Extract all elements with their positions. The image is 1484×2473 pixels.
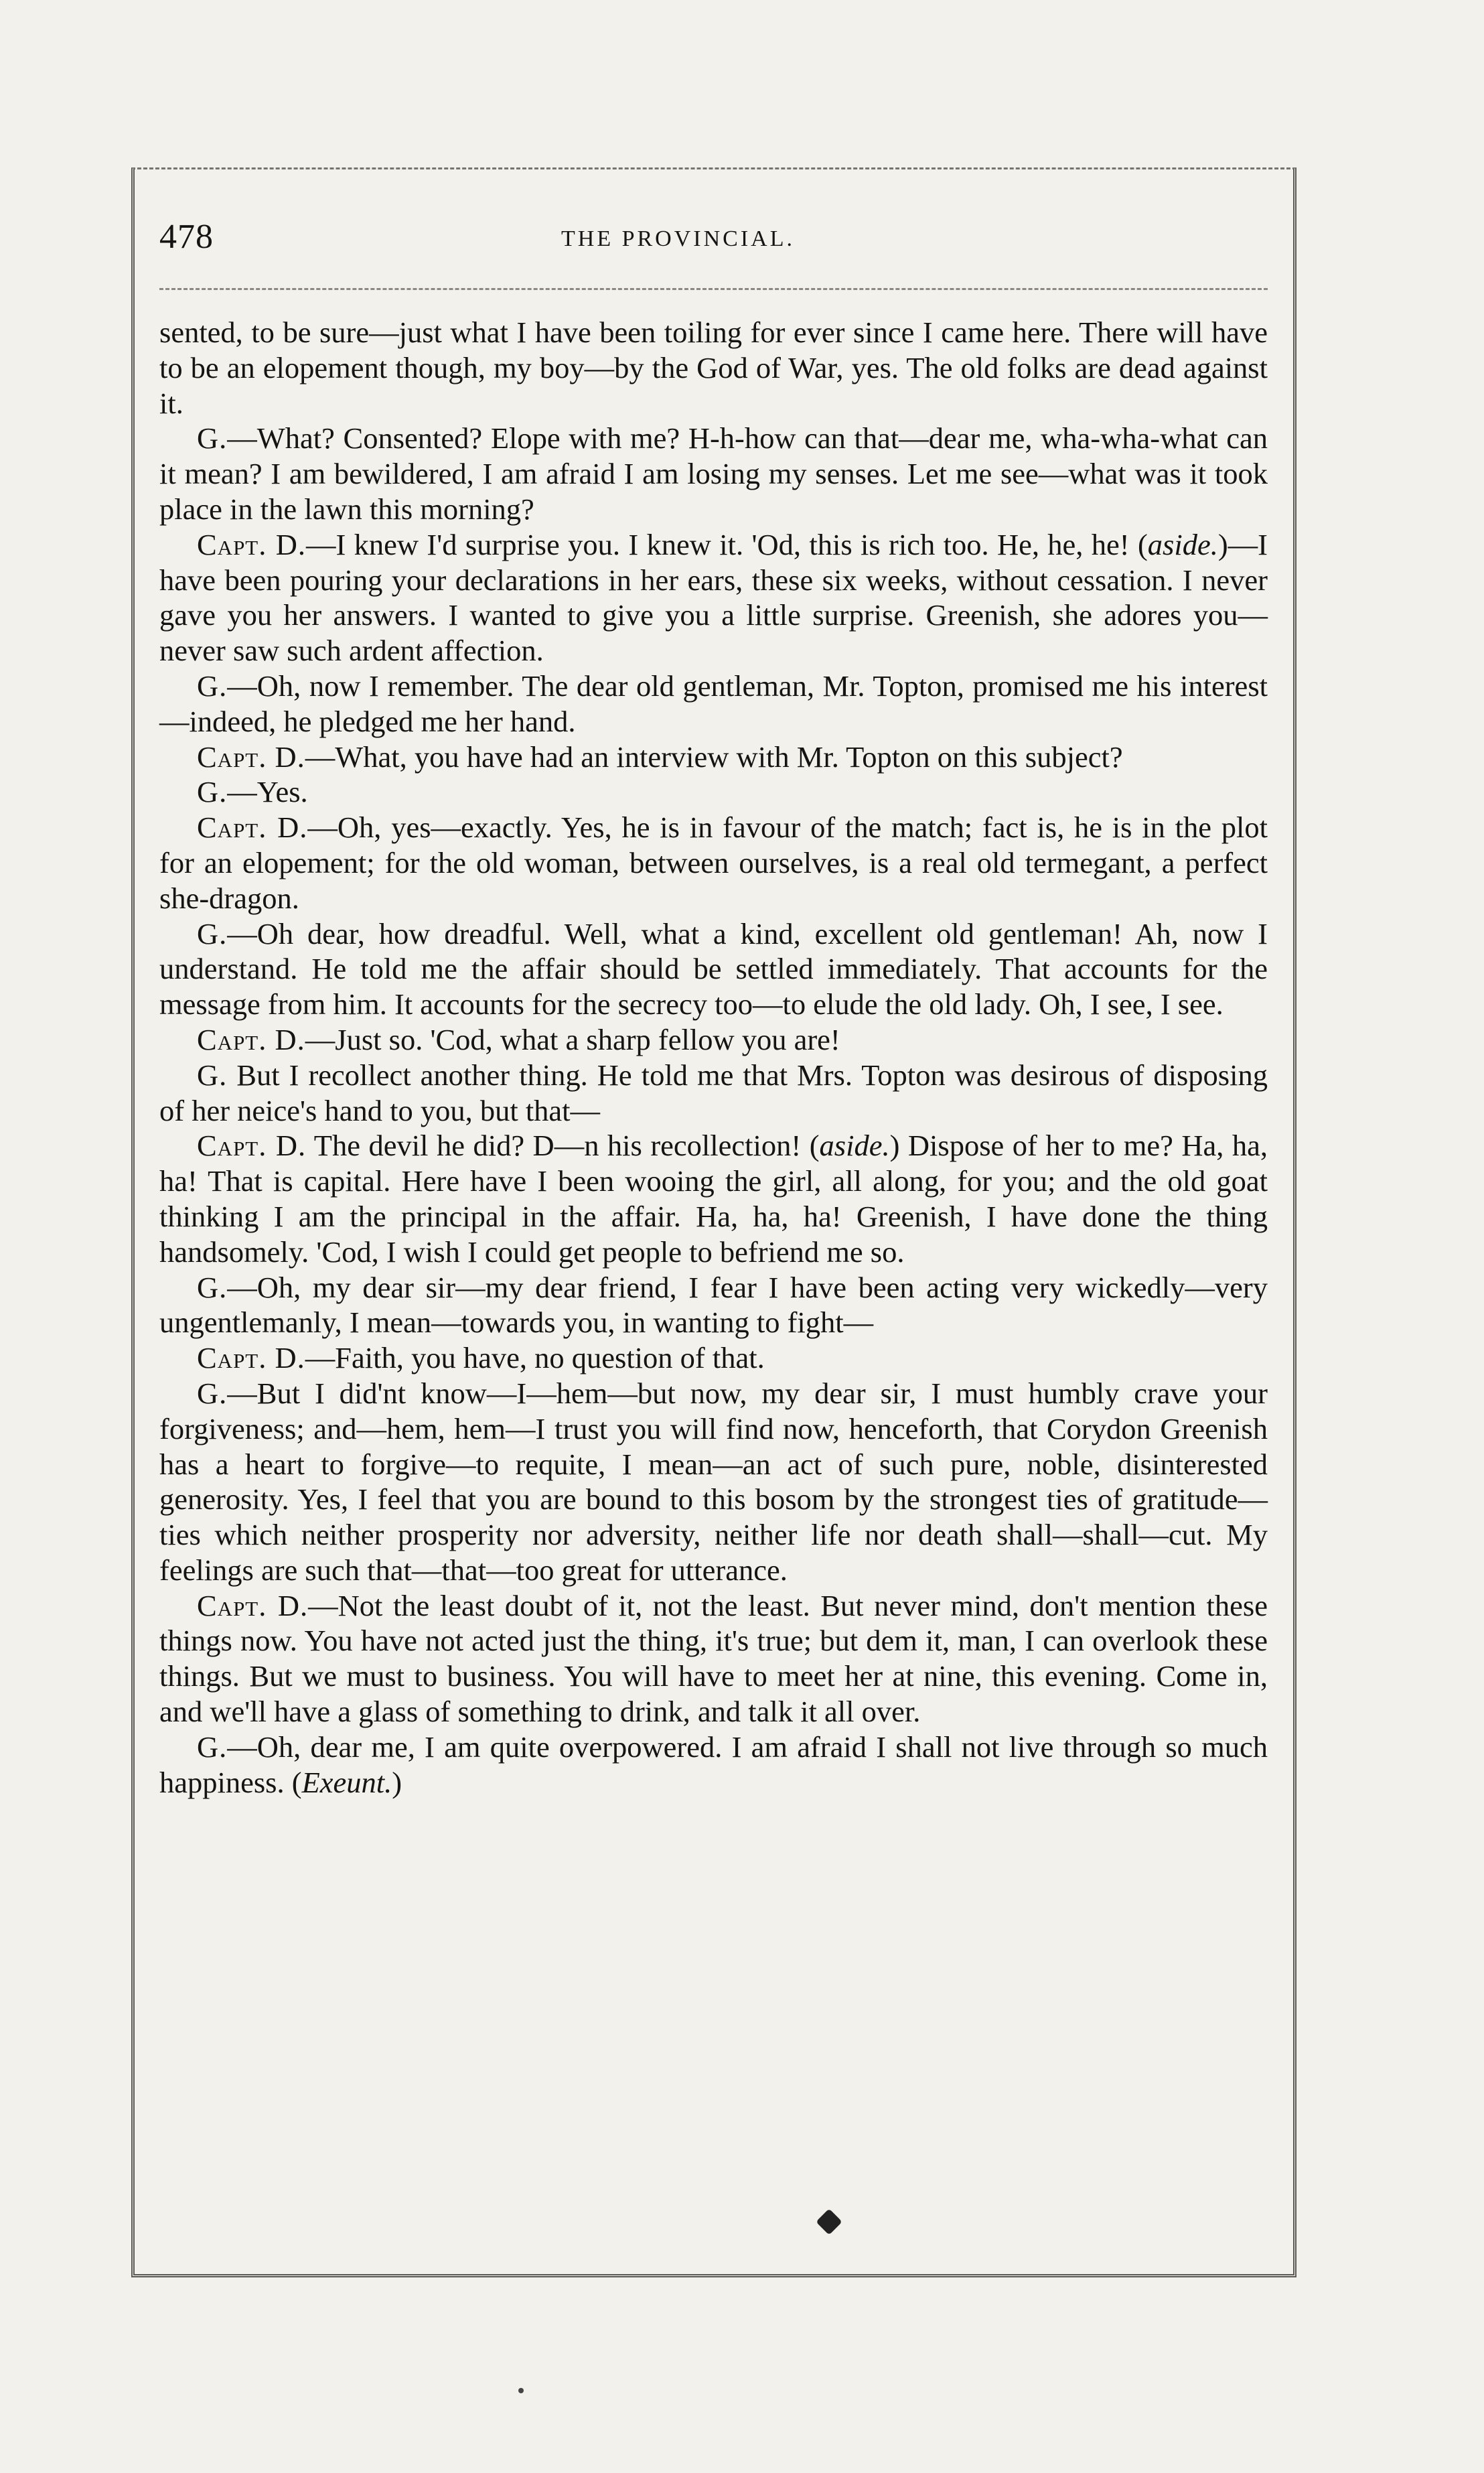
- paragraph-text: —Not the least doubt of it, not the least. But never mind, don't mention these things now. You have not acted just the thing, it's true; but dem it, man, I can overlook these things. But we must to business. You will have to meet her at nine, this evening. Come in, and we'll have a glass of something to drink, and talk it all over.: [159, 1588, 1268, 1729]
- paragraph-text: —But I did'nt know—I—hem—but now, my dear sir, I must humbly crave your forgiveness; and—hem, hem—I trust you will find now, henceforth, that Corydon Greenish has a heart to forgive—to requite, I mean—an act of such pure, noble, disinterested generosity. Yes, I feel that you are bound to this bosom by the strongest ties of gratitude—ties which neither prosperity nor adversity, neither life nor death shall—shall—cut. My feelings are such that—that—too great for utterance.: [159, 1376, 1268, 1587]
- page-header: [159, 201, 1268, 288]
- paragraph: [159, 774, 1268, 810]
- paragraph-text: —Oh, my dear sir—my dear friend, I fear I have been acting very wickedly—very ungentlemanly, I mean—towards you, in wanting to fight—: [159, 1270, 1268, 1340]
- paragraph: [159, 1058, 1268, 1129]
- paragraph: [159, 668, 1268, 739]
- paragraph-text: —Oh, now I remember. The dear old gentleman, Mr. Topton, promised me his interest—indeed, he pledged me her hand.: [159, 668, 1268, 738]
- speaker-label: G.: [197, 775, 228, 809]
- speaker-label: G.: [197, 1270, 228, 1304]
- speaker-label: Capt. D.: [197, 527, 306, 561]
- speaker-label: Capt. D.: [197, 1341, 305, 1375]
- paragraph: [159, 739, 1268, 775]
- speaker-label: Capt. D.: [197, 1129, 307, 1163]
- paragraph: [159, 1729, 1268, 1800]
- paragraph: [159, 527, 1268, 668]
- paragraph-text: —What? Consented? Elope with me? H-h-how can that—dear me, wha-wha-what can it mean? I am bewildered, I am afraid I am losing my senses. Let me see—what was it took place in the lawn this morning?: [159, 421, 1268, 526]
- paragraph-text: —Oh dear, how dreadful. Well, what a kind, excellent old gentleman! Ah, now I understand. He told me the affair should be settled immediately. That accounts for the message from him. It accounts for the secrecy too—to elude the old lady. Oh, I see, I see.: [159, 916, 1268, 1021]
- paragraph-text: —Yes.: [227, 775, 308, 809]
- paragraph: [159, 810, 1268, 916]
- paragraph: [159, 1270, 1268, 1341]
- paragraph: [159, 1376, 1268, 1588]
- paragraph-text: —Oh, dear me, I am quite overpowered. I am afraid I shall not live through so much happiness. (Exeunt.): [159, 1729, 1268, 1799]
- speaker-label: G.: [197, 668, 228, 703]
- paragraph-text: —What, you have had an interview with Mr. Topton on this subject?: [305, 739, 1123, 774]
- speaker-label: G.: [197, 421, 228, 455]
- speaker-label: G.: [197, 1729, 228, 1764]
- paragraph-text: —Faith, you have, no question of that.: [305, 1341, 765, 1375]
- paragraph: [159, 1340, 1268, 1376]
- paragraph-text: —Oh, yes—exactly. Yes, he is in favour of the match; fact is, he is in the plot for an elopement; for the old woman, between ourselves, is a real old termegant, a perfect she-dragon.: [159, 810, 1268, 915]
- speaker-label: G.: [197, 1058, 228, 1092]
- speaker-label: G.: [197, 1376, 228, 1410]
- page-number: 478: [159, 218, 214, 256]
- paragraph: [159, 916, 1268, 1022]
- paragraph: [159, 1022, 1268, 1058]
- paragraph-text: sented, to be sure—just what I have been toiling for ever since I came here. There will have to be an elopement though, my boy—by the God of War, yes. The old folks are dead against it.: [159, 315, 1268, 420]
- paragraph: [159, 315, 1268, 421]
- dialogue-text: [159, 315, 1268, 1800]
- paragraph-text: The devil he did? D—n his recollection! (aside.) Dispose of her to me? Ha, ha, ha! That is capital. Here have I been wooing the girl, all along, for you; and the old goat thinking I am the principal in the affair. Ha, ha, ha! Greenish, I have done the thing handsomely. 'Cod, I wish I could get people to befriend me so.: [159, 1129, 1268, 1269]
- speaker-label: G.: [197, 916, 228, 950]
- speaker-label: Capt. D.: [197, 810, 308, 845]
- speaker-label: Capt. D.: [197, 1588, 309, 1622]
- paragraph-text: —Just so. 'Cod, what a sharp fellow you are!: [305, 1022, 840, 1056]
- speaker-label: Capt. D.: [197, 1022, 305, 1056]
- paragraph-text: But I recollect another thing. He told me that Mrs. Topton was desirous of disposing of her neice's hand to you, but that—: [159, 1058, 1268, 1127]
- paragraph-text: —I knew I'd surprise you. I knew it. 'Od, this is rich too. He, he, he! (aside.)—I have been pouring your declarations in her ears, these six weeks, without cessation. I never gave you her answers. I wanted to give you a little surprise. Greenish, she adores you—never saw such ardent affection.: [159, 527, 1268, 668]
- speaker-label: Capt. D.: [197, 739, 305, 774]
- paragraph: [159, 421, 1268, 526]
- paragraph: [159, 1588, 1268, 1729]
- paragraph: [159, 1128, 1268, 1269]
- running-title: THE PROVINCIAL.: [561, 226, 795, 251]
- header-rule: [159, 288, 1268, 290]
- print-mark: [518, 2388, 524, 2393]
